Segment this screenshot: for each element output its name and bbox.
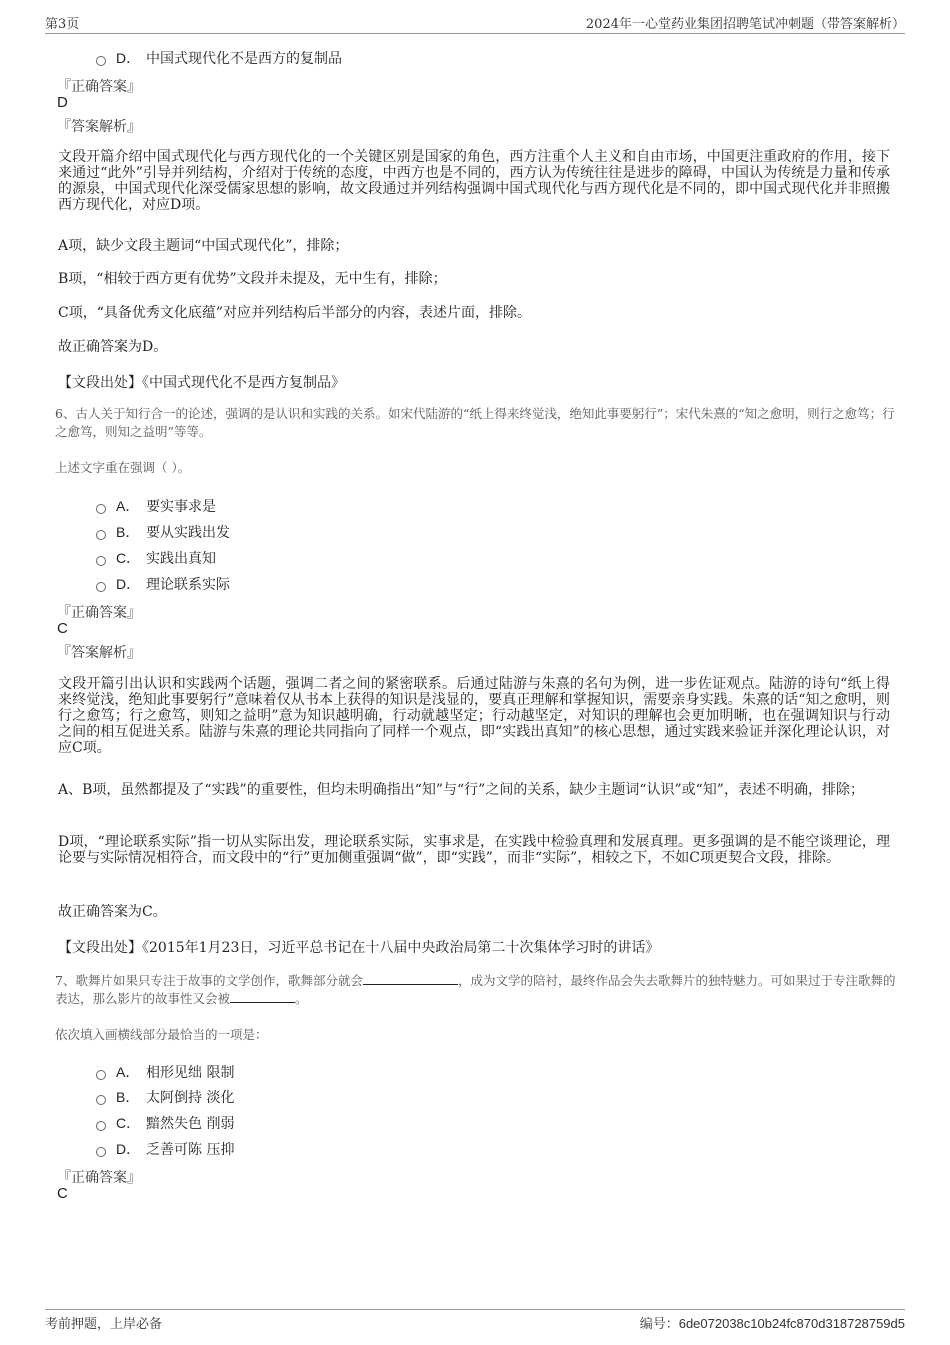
fill-blank-1[interactable] bbox=[363, 972, 458, 985]
option-text: 太阿倒持 淡化 bbox=[146, 1090, 235, 1106]
q6-option-a[interactable] bbox=[96, 496, 216, 516]
q6-analysis-label: 『答案解析』 bbox=[57, 645, 141, 661]
option-letter: C． bbox=[116, 1115, 141, 1131]
footer-divider bbox=[45, 1309, 905, 1310]
q7-prompt: 依次填入画横线部分最恰当的一项是： bbox=[55, 1027, 268, 1042]
option-text: 乏善可陈 压抑 bbox=[146, 1142, 235, 1158]
q7-stem-part: ，成为文学的陪衬，最终作品会失去歌舞片的独特魅力。可如果过于专注歌舞的表达，那么影片的故事性又会被 bbox=[55, 973, 896, 1006]
radio-icon[interactable] bbox=[96, 582, 106, 592]
q7-stem-part: 7、歌舞片如果只专注于故事的文学创作，歌舞部分就会 bbox=[55, 973, 363, 988]
q5-source: 【文段出处】《中国式现代化不是西方复制品》 bbox=[58, 375, 345, 391]
q5-answer: D bbox=[57, 94, 68, 111]
option-letter: B． bbox=[116, 1089, 140, 1105]
q7-answer: C bbox=[57, 1185, 68, 1202]
q7-stem bbox=[55, 972, 905, 1008]
q6-analysis-paragraph: 故正确答案为C。 bbox=[58, 904, 167, 920]
q6-analysis-paragraph: 文段开篇引出认识和实践两个话题，强调二者之间的紧密联系。后通过陆游与朱熹的名句为例，进一步佐证观点。陆游的诗句“纸上得来终觉浅，绝知此事要躬行”意味着仅从书本上获得的知识是浅显的，要真正理解和掌握知识，需要亲身实践。朱熹的话“知之愈明，则行之愈笃；行之愈笃，则知之益明”意为知识越明确，行动就越坚定；行动越坚定，对知识的理解也会更加明晰，也在强调知识与行动之间的相互促进关系。陆游与朱熹的理论共同指向了同样一个观点，即“实践出真知”的核心思想，通过实践来验证并深化理论认识，对应C项。 bbox=[58, 676, 890, 756]
radio-icon[interactable] bbox=[96, 504, 106, 514]
q7-option-d[interactable] bbox=[96, 1139, 234, 1159]
option-letter: B． bbox=[116, 524, 140, 540]
q7-option-b[interactable] bbox=[96, 1087, 234, 1107]
footer-code bbox=[640, 1313, 905, 1332]
footer-slogan: 考前押题，上岸必备 bbox=[45, 1317, 163, 1332]
q6-prompt: 上述文字重在强调（ ）。 bbox=[55, 460, 191, 475]
option-letter: D． bbox=[116, 1141, 141, 1157]
option-letter: A． bbox=[116, 498, 140, 514]
option-text: 要实事求是 bbox=[146, 499, 216, 515]
radio-icon[interactable] bbox=[96, 556, 106, 566]
radio-icon[interactable] bbox=[96, 1095, 106, 1105]
option-text: 黯然失色 削弱 bbox=[146, 1116, 235, 1132]
q6-answer-label: 『正确答案』 bbox=[57, 605, 141, 621]
q5-analysis-paragraph: C项，“具备优秀文化底蕴”对应并列结构后半部分的内容，表述片面，排除。 bbox=[58, 305, 532, 321]
q6-answer: C bbox=[57, 620, 68, 637]
option-text: 实践出真知 bbox=[146, 551, 216, 567]
option-text: 相形见绌 限制 bbox=[146, 1065, 235, 1081]
page-number: 第3页 bbox=[45, 17, 80, 32]
q5-option-d[interactable] bbox=[96, 48, 342, 68]
radio-icon[interactable] bbox=[96, 1147, 106, 1157]
q7-answer-label: 『正确答案』 bbox=[57, 1170, 141, 1186]
option-letter: C． bbox=[116, 550, 141, 566]
radio-icon[interactable] bbox=[96, 56, 106, 66]
option-text: 中国式现代化不是西方的复制品 bbox=[146, 51, 342, 67]
q5-answer-label: 『正确答案』 bbox=[57, 79, 141, 95]
radio-icon[interactable] bbox=[96, 1070, 106, 1080]
option-letter: D． bbox=[116, 576, 141, 592]
header-divider bbox=[45, 33, 905, 34]
option-text: 要从实践出发 bbox=[146, 525, 230, 541]
footer-code-label: 编号： bbox=[639, 1317, 679, 1332]
q7-stem-part: 。 bbox=[295, 991, 308, 1006]
q6-analysis-paragraph: D项，“理论联系实际”指一切从实际出发，理论联系实际，实事求是，在实践中检验真理和发展真理。更多强调的是不能空谈理论，理论要与实际情况相符合，而文段中的“行”更加侧重强调“做”，即“实践”，而非“实际”，相较之下，不如C项更契合文段，排除。 bbox=[58, 834, 890, 866]
q7-option-c[interactable] bbox=[96, 1113, 234, 1133]
q5-analysis-paragraph: B项，“相较于西方更有优势”文段并未提及，无中生有，排除； bbox=[58, 271, 447, 287]
option-letter: A． bbox=[116, 1064, 140, 1080]
q7-option-a[interactable] bbox=[96, 1062, 234, 1082]
radio-icon[interactable] bbox=[96, 530, 106, 540]
q6-analysis-paragraph: A、B项，虽然都提及了“实践”的重要性，但均未明确指出“知”与“行”之间的关系，缺少主题词“认识”或“知”，表述不明确，排除； bbox=[58, 782, 864, 798]
footer-code-value: 6de072038c10b24fc870d318728759d5 bbox=[678, 1316, 905, 1331]
q6-stem: 6、古人关于知行合一的论述，强调的是认识和实践的关系。如宋代陆游的“纸上得来终觉浅，绝知此事要躬行”；宋代朱熹的“知之愈明，则行之愈笃；行之愈笃，则知之益明”等等。 bbox=[55, 406, 895, 439]
q5-analysis-label: 『答案解析』 bbox=[57, 119, 141, 135]
radio-icon[interactable] bbox=[96, 1121, 106, 1131]
q5-analysis-paragraph: 故正确答案为D。 bbox=[58, 339, 168, 355]
q5-analysis-paragraph: 文段开篇介绍中国式现代化与西方现代化的一个关键区别是国家的角色，西方注重个人主义和自由市场，中国更注重政府的作用，接下来通过“此外”引导并列结构，介绍对于传统的态度，中西方也是不同的，西方认为传统往往是进步的障碍，中国认为传统是力量和传承的源泉，中国式现代化深受儒家思想的影响，故文段通过并列结构强调中国式现代化与西方现代化是不同的，即中国式现代化并非照搬西方现代化，对应D项。 bbox=[58, 149, 890, 213]
q6-option-c[interactable] bbox=[96, 548, 216, 568]
option-letter: D． bbox=[116, 50, 141, 66]
q5-analysis-paragraph: A项，缺少文段主题词“中国式现代化”，排除； bbox=[58, 238, 349, 254]
fill-blank-2[interactable] bbox=[230, 990, 295, 1003]
option-text: 理论联系实际 bbox=[146, 577, 230, 593]
q6-source: 【文段出处】《2015年1月23日，习近平总书记在十八届中央政治局第二十次集体学习时的讲话》 bbox=[58, 940, 660, 956]
q6-option-b[interactable] bbox=[96, 522, 230, 542]
q6-option-d[interactable] bbox=[96, 574, 230, 594]
document-title: 2024年一心堂药业集团招聘笔试冲刺题（带答案解析） bbox=[585, 17, 905, 32]
